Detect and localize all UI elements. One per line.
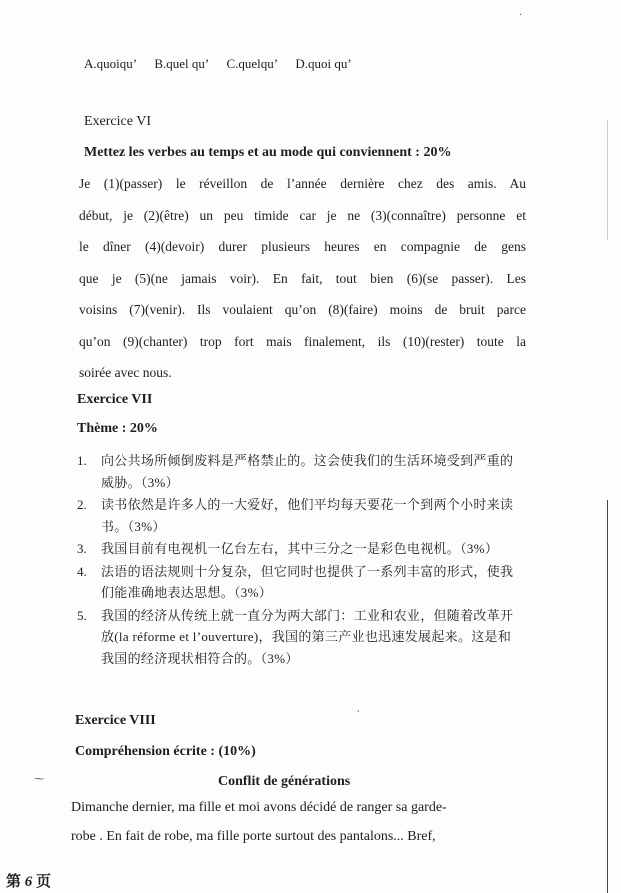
exercise-8-subtitle: Compréhension écrite : (10%) bbox=[75, 744, 256, 759]
item-text: 我国目前有电视机一亿台左右，其中三分之一是彩色电视机。（3%） bbox=[101, 541, 499, 556]
reading-line: robe . En fait de robe, ma fille porte surtout des pantalons... Bref, bbox=[71, 829, 436, 844]
item-text: 我国的经济从传统上就一直分为两大部门：工业和农业，但随着改革开放(la réforme et l’ouverture)，我国的第三产业也迅速发展起来。这是和我国的经济现状相符合的。（3%） bbox=[101, 607, 514, 666]
exercise-8-title: Exercice VIII bbox=[75, 713, 156, 728]
scan-speck: ⸳ bbox=[357, 705, 360, 716]
item-number: 4. bbox=[77, 563, 87, 579]
exercise-6-title: Exercice VI bbox=[84, 114, 151, 129]
option-a: A.quoiqu’ bbox=[84, 56, 138, 71]
scan-speck: · bbox=[519, 10, 523, 21]
item-number: 5. bbox=[77, 607, 87, 623]
list-item bbox=[77, 561, 517, 604]
option-c: C.quelqu’ bbox=[226, 56, 279, 71]
option-b: B.quel qu’ bbox=[154, 56, 210, 71]
answer-options bbox=[84, 56, 366, 72]
list-item bbox=[77, 538, 517, 560]
paragraph-line: début, je (2)(être) un peu timide car je ne (3)(connaître) personne et bbox=[79, 207, 526, 223]
paragraph-line: soirée avec nous. bbox=[79, 365, 172, 380]
list-item bbox=[77, 605, 517, 670]
option-d: D.quoi qu’ bbox=[295, 56, 352, 71]
paragraph-line: voisins (7)(venir). Ils voulaient qu’on (8)(faire) moins de bruit parce bbox=[79, 302, 526, 317]
item-number: 2. bbox=[77, 497, 87, 512]
reading-line: Dimanche dernier, ma fille et moi avons décidé de ranger sa garde- bbox=[71, 800, 447, 815]
scan-edge-line bbox=[607, 120, 608, 240]
item-text: 读书依然是许多人的一大爱好，他们平均每天要花一个到两个小时来读书。（3%） bbox=[101, 497, 514, 534]
page-suffix: 页 bbox=[36, 874, 52, 890]
page-prefix: 第 bbox=[6, 874, 22, 890]
item-number: 3. bbox=[77, 541, 87, 556]
translation-list bbox=[77, 450, 517, 670]
item-text: 法语的语法规则十分复杂，但它同时也提供了一系列丰富的形式，使我们能准确地表达思想。（3%） bbox=[101, 563, 514, 600]
exercise-6-paragraph bbox=[79, 168, 526, 389]
paragraph-line: que je (5)(ne jamais voir). En fait, tout bien (6)(se passer). Les bbox=[79, 270, 526, 286]
exercise-7-title: Exercice VII bbox=[77, 392, 153, 407]
exercise-6-instruction: Mettez les verbes au temps et au mode qui conviennent : 20% bbox=[84, 145, 452, 160]
reading-heading: Conflit de générations bbox=[218, 774, 351, 789]
page-number bbox=[6, 870, 51, 891]
item-text: 向公共场所倾倒废料是严格禁止的。这会使我们的生活环境受到严重的威胁。（3%） bbox=[101, 453, 514, 490]
page-number-value: 6 bbox=[24, 874, 33, 890]
item-number: 1. bbox=[77, 453, 87, 468]
scan-edge-line bbox=[607, 500, 608, 893]
paragraph-line: qu’on (9)(chanter) trop fort mais finalement, ils (10)(rester) toute la bbox=[79, 333, 526, 349]
scan-speck: ⁓ bbox=[34, 774, 44, 785]
paragraph-line: Je (1)(passer) le réveillon de l’année dernière chez des amis. Au bbox=[79, 176, 526, 191]
list-item bbox=[77, 494, 517, 537]
paragraph-line: le dîner (4)(devoir) durer plusieurs heures en compagnie de gens bbox=[79, 239, 526, 254]
exercise-7-subtitle: Thème : 20% bbox=[77, 421, 158, 436]
list-item bbox=[77, 450, 517, 493]
